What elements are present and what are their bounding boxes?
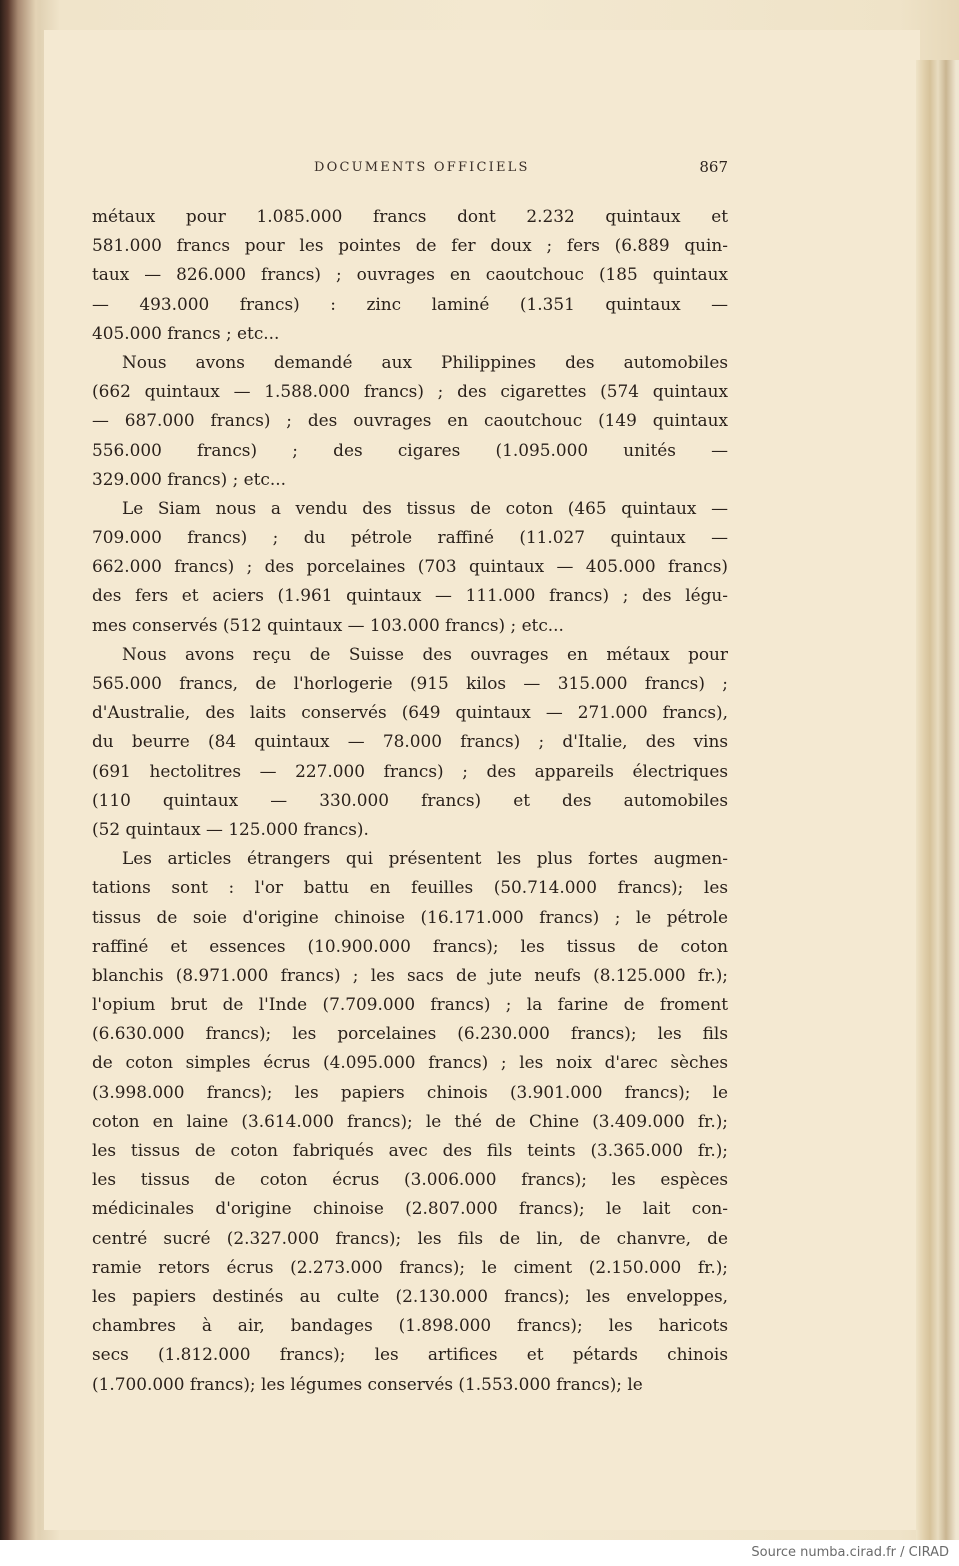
paragraph	[92, 640, 728, 844]
text-line: du beurre (84 quintaux — 78.000 francs) ; d'Italie, des vins	[92, 731, 728, 752]
page-edges	[916, 60, 959, 1540]
text-line: 581.000 francs pour les pointes de fer doux ; fers (6.889 quin-	[92, 235, 728, 256]
text-line: (110 quintaux — 330.000 francs) et des automobiles	[92, 789, 728, 810]
text-line: les tissus de coton fabriqués avec des fils teints (3.365.000 fr.);	[92, 1140, 728, 1160]
source-credit: Source numba.cirad.fr / CIRAD	[751, 1545, 949, 1560]
running-head: DOCUMENTS OFFICIELS	[314, 160, 530, 175]
text-line: — 493.000 francs) : zinc laminé (1.351 quintaux —	[92, 293, 728, 314]
text-line: (662 quintaux — 1.588.000 francs) ; des cigarettes (574 quintaux	[92, 381, 728, 402]
text-line: centré sucré (2.327.000 francs); les fils de lin, de chanvre, de	[92, 1227, 728, 1248]
text-line: métaux pour 1.085.000 francs dont 2.232 quintaux et	[92, 206, 728, 226]
text-line: des fers et aciers (1.961 quintaux — 111.000 francs) ; des légu-	[92, 585, 728, 606]
text-line: (6.630.000 francs); les porcelaines (6.230.000 francs); les fils	[92, 1023, 728, 1044]
text-line: (52 quintaux — 125.000 francs).	[92, 818, 369, 839]
text-line: taux — 826.000 francs) ; ouvrages en caoutchouc (185 quintaux	[92, 264, 728, 285]
text-line: de coton simples écrus (4.095.000 francs) ; les noix d'arec sèches	[92, 1052, 728, 1073]
text-line: coton en laine (3.614.000 francs); le thé de Chine (3.409.000 fr.);	[92, 1110, 728, 1131]
text-line: les tissus de coton écrus (3.006.000 francs); les espèces	[92, 1169, 728, 1190]
text-line: Le Siam nous a vendu des tissus de coton (465 quintaux —	[122, 497, 728, 518]
text-line: 565.000 francs, de l'horlogerie (915 kilos — 315.000 francs) ;	[92, 673, 728, 693]
body-text	[92, 202, 728, 1399]
text-line: 405.000 francs ; etc...	[92, 322, 280, 343]
text-line: (3.998.000 francs); les papiers chinois (3.901.000 francs); le	[92, 1081, 728, 1102]
text-line: tations sont : l'or battu en feuilles (50.714.000 francs); les	[92, 877, 728, 898]
text-line: chambres à air, bandages (1.898.000 francs); les haricots	[92, 1315, 728, 1336]
text-line: raffiné et essences (10.900.000 francs); les tissus de coton	[92, 935, 728, 956]
page-header	[314, 158, 728, 178]
text-line: l'opium brut de l'Inde (7.709.000 francs) ; la farine de froment	[92, 994, 728, 1015]
text-line: (1.700.000 francs); les légumes conservés (1.553.000 francs); le	[92, 1373, 643, 1394]
text-line: mes conservés (512 quintaux — 103.000 francs) ; etc...	[92, 614, 564, 635]
paragraph	[92, 494, 728, 640]
text-line: d'Australie, des laits conservés (649 quintaux — 271.000 francs),	[92, 702, 728, 723]
paragraph	[92, 844, 728, 1399]
text-line: Les articles étrangers qui présentent les plus fortes augmen-	[122, 848, 728, 869]
text-line: secs (1.812.000 francs); les artifices et pétards chinois	[92, 1344, 728, 1365]
text-line: blanchis (8.971.000 francs) ; les sacs de jute neufs (8.125.000 fr.);	[92, 964, 728, 985]
text-line: 329.000 francs) ; etc...	[92, 468, 286, 489]
text-line: les papiers destinés au culte (2.130.000 francs); les enveloppes,	[92, 1285, 728, 1306]
text-line: 709.000 francs) ; du pétrole raffiné (11.027 quintaux —	[92, 527, 728, 548]
paragraph	[92, 202, 728, 348]
text-line: médicinales d'origine chinoise (2.807.000 francs); le lait con-	[92, 1198, 728, 1219]
book-binding	[0, 0, 40, 1540]
text-line: — 687.000 francs) ; des ouvrages en caoutchouc (149 quintaux	[92, 410, 728, 431]
text-line: tissus de soie d'origine chinoise (16.171.000 francs) ; le pétrole	[92, 906, 728, 927]
text-line: 662.000 francs) ; des porcelaines (703 quintaux — 405.000 francs)	[92, 556, 728, 577]
footer-bar	[0, 1540, 959, 1566]
text-line: Nous avons reçu de Suisse des ouvrages en métaux pour	[122, 643, 728, 664]
text-line: Nous avons demandé aux Philippines des automobiles	[122, 351, 728, 372]
page-number: 867	[699, 158, 728, 176]
text-line: (691 hectolitres — 227.000 francs) ; des appareils électriques	[92, 760, 728, 781]
text-line: 556.000 francs) ; des cigares (1.095.000 unités —	[92, 439, 728, 460]
text-line: ramie retors écrus (2.273.000 francs); le ciment (2.150.000 fr.);	[92, 1256, 728, 1277]
paragraph	[92, 348, 728, 494]
